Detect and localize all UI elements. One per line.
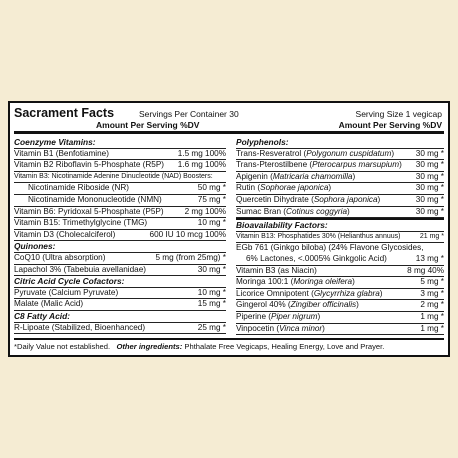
- ginkgo-row: EGb 761 (Ginkgo biloba) (24% Flavone Glycosides, 6% Lactones, <.0005% Ginkgolic Acid) 13 mg *: [236, 243, 444, 265]
- panel-header: [14, 105, 444, 134]
- ingredient-row: Pyruvate (Calcium Pyruvate) 10 mg *: [14, 288, 226, 300]
- other-ingredients-label: Other ingredients:: [116, 342, 183, 352]
- ingredient-row: Sumac Bran (Cotinus coggyria) 30 mg *: [236, 207, 444, 219]
- ingredient-row: CoQ10 (Ultra absorption) 5 mg (from 25mg) *: [14, 253, 226, 265]
- panel-title: Sacrament Facts: [14, 106, 115, 120]
- section-header: C8 Fatty Acid:: [14, 311, 226, 323]
- ingredient-row: Licorice Omnipotent (Glycyrrhiza glabra) 3 mg *: [236, 289, 444, 301]
- ingredient-row: Vinpocetin (Vinca minor) 1 mg *: [236, 324, 444, 336]
- ingredient-row: Piperine (Piper nigrum) 1 mg *: [236, 312, 444, 324]
- ingredient-row: Rutin (Sophorae japonica) 30 mg *: [236, 183, 444, 195]
- ingredient-row: Lapachol 3% (Tabebuia avellanidae) 30 mg *: [14, 265, 226, 277]
- ingredient-row: Trans-Pterostilbene (Pterocarpus marsupium) 30 mg *: [236, 160, 444, 172]
- ingredient-row: Vitamin B6: Pyridoxal 5-Phosphate (P5P) 2 mg 100%: [14, 207, 226, 219]
- ingredient-row: R-Lipoate (Stabilized, Bioenhanced) 25 mg *: [14, 323, 226, 335]
- left-column: [14, 137, 226, 335]
- ingredient-row: Vitamin D3 (Cholecalciferol) 600 IU 10 mcg 100%: [14, 230, 226, 242]
- nad-boosters-header: Vitamin B3: Nicotinamide Adenine Dinucleotide (NAD) Boosters:: [14, 172, 226, 184]
- amount-header-left: Amount Per Serving %DV: [96, 120, 200, 130]
- ingredient-row: Nicotinamide Mononucleotide (NMN) 75 mg *: [14, 195, 226, 207]
- ingredient-row: Vitamin B13: Phosphatides 30% (Helianthus annuus) 21 mg *: [236, 232, 444, 244]
- ingredient-row: Malate (Malic Acid) 15 mg *: [14, 299, 226, 311]
- ingredient-row: Trans-Resveratrol (Polygonum cuspidatum) 30 mg *: [236, 149, 444, 161]
- right-column: [236, 137, 444, 335]
- servings-per-container: Servings Per Container 30: [139, 109, 239, 119]
- ingredient-row: Vitamin B2 Riboflavin 5-Phosphate (R5P) 1.6 mg 100%: [14, 160, 226, 172]
- ingredient-row: Vitamin B1 (Benfotiamine) 1.5 mg 100%: [14, 149, 226, 161]
- amount-header-right: Amount Per Serving %DV: [338, 120, 442, 130]
- section-header: Bioavailability Factors:: [236, 218, 444, 232]
- section-header: Citric Acid Cycle Cofactors:: [14, 276, 226, 288]
- section-header: Polyphenols:: [236, 137, 444, 149]
- footer-note: [14, 338, 444, 351]
- ingredient-row: Vitamin B3 (as Niacin) 8 mg 40%: [236, 266, 444, 278]
- dv-note: *Daily Value not established.: [14, 342, 111, 352]
- section-header: Coenzyme Vitamins:: [14, 137, 226, 149]
- serving-size: Serving Size 1 vegicap: [355, 109, 442, 119]
- ingredient-row: Gingerol 40% (Zingiber officinalis) 2 mg *: [236, 300, 444, 312]
- supplement-facts-panel: [8, 101, 450, 357]
- ingredient-row: Vitamin B15: Trimethylglycine (TMG) 10 mg *: [14, 218, 226, 230]
- ingredient-row: Nicotinamide Riboside (NR) 50 mg *: [14, 183, 226, 195]
- section-header: Quinones:: [14, 241, 226, 253]
- ingredient-row: Moringa 100:1 (Moringa oleifera) 5 mg *: [236, 277, 444, 289]
- ingredient-row: Apigenin (Matricaria chamomilla) 30 mg *: [236, 172, 444, 184]
- other-ingredients-text: Phthalate Free Vegicaps, Healing Energy, Love and Prayer.: [184, 342, 385, 352]
- ingredient-row: Quercetin Dihydrate (Sophora japonica) 30 mg *: [236, 195, 444, 207]
